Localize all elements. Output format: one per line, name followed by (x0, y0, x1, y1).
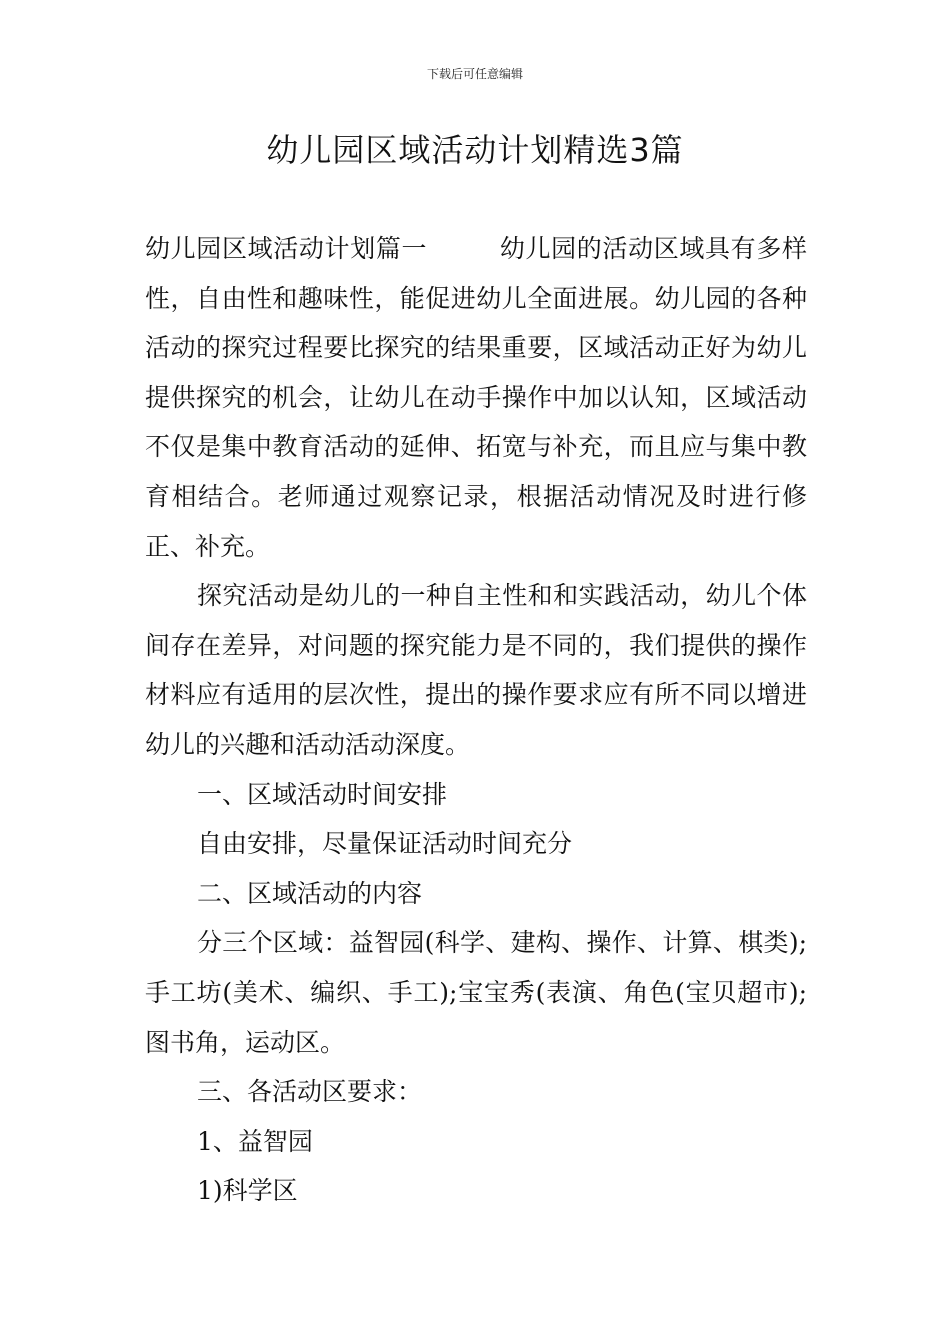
paragraph: 探究活动是幼儿的一种自主性和和实践活动，幼儿个体间存在差异，对问题的探究能力是不同的，我们提供的操作材料应有适用的层次性，提出的操作要求应有所不同以增进幼儿的兴趣和活动活动深度。 (145, 581, 807, 759)
section-heading-content: 二、区域活动的内容 (197, 878, 423, 908)
subsection-heading: 1)科学区 (197, 1176, 298, 1206)
paragraph-text: 幼儿园的活动区域具有多样性，自由性和趣味性，能促进幼儿全面进展。幼儿园的各种活动的探究过程要比探究的结果重要，区域活动正好为幼儿提供探究的机会，让幼儿在动手操作中加以认知，区域活动不仅是集中教育活动的延伸、拓宽与补充，而且应与集中教育相结合。老师通过观察记录，根据活动情况及时进行修正、补充。 (145, 234, 807, 561)
section-heading-time: 一、区域活动时间安排 (197, 779, 448, 809)
section-heading: 幼儿园区域活动计划篇一 (145, 234, 428, 263)
subsection-heading: 1、益智园 (197, 1126, 313, 1156)
paragraph: 自由安排，尽量保证活动时间充分 (197, 829, 573, 859)
header-note: 下载后可任意编辑 (426, 67, 523, 81)
section-heading-requirements: 三、各活动区要求： (197, 1077, 423, 1107)
paragraph: 分三个区域：益智园(科学、建构、操作、计算、棋类);手工坊(美术、编织、手工);宝宝秀(表演、角色(宝贝超市);图书角，运动区。 (145, 928, 807, 1057)
document-title: 幼儿园区域活动计划精选3篇 (266, 131, 684, 169)
document-body (145, 224, 807, 1216)
intro-paragraph (145, 224, 807, 571)
